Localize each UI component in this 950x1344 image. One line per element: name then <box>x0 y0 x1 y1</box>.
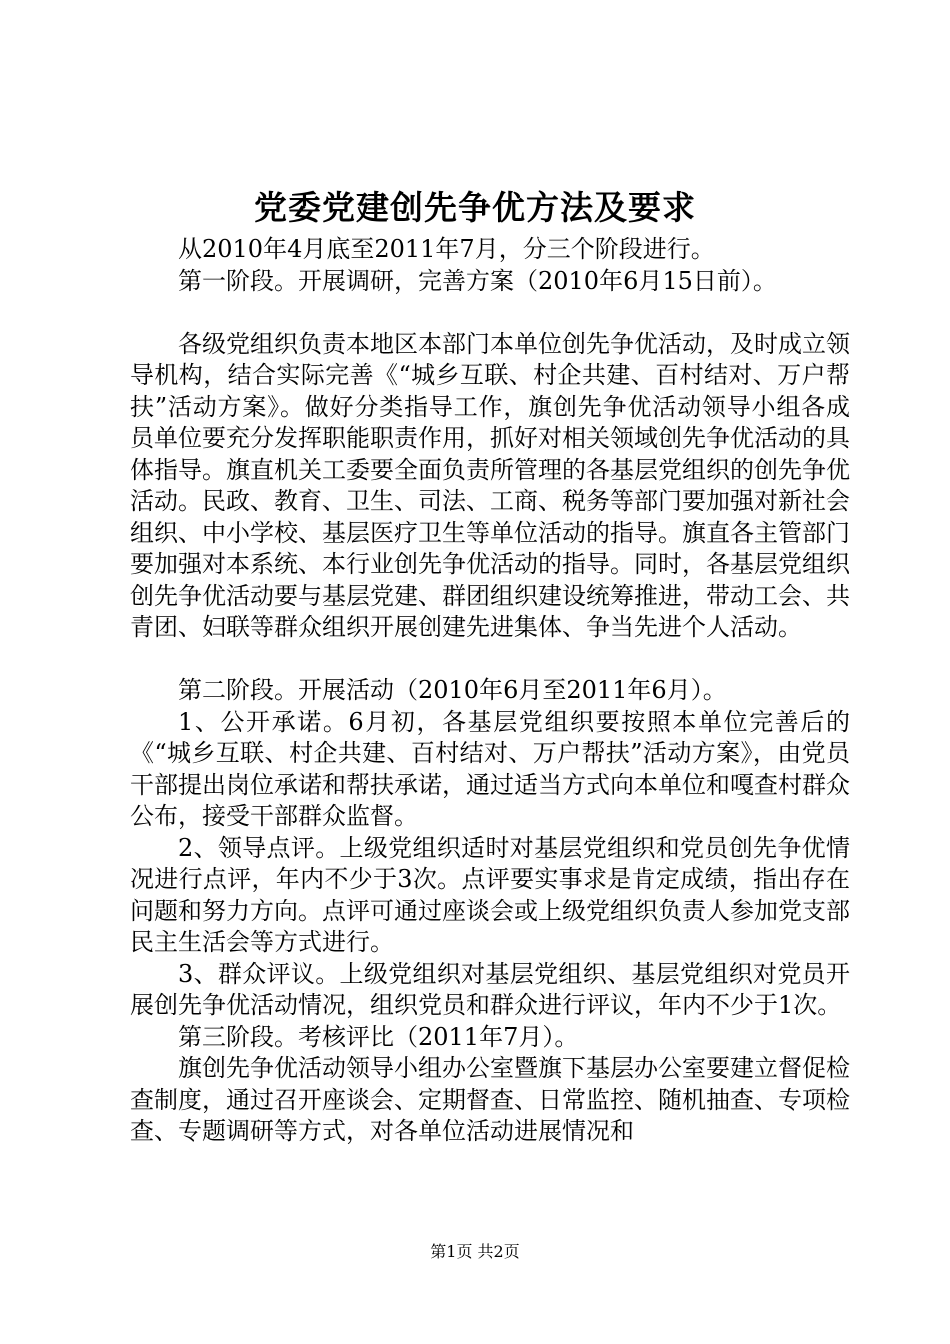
paragraph-phase-three-heading: 第三阶段。考核评比（2011年7月）。 <box>178 1022 579 1051</box>
paragraph-phase-two-heading: 第二阶段。开展活动（2010年6月至2011年6月）。 <box>178 676 727 704</box>
paragraph-leader-review: 2、领导点评。上级党组织适时对基层党组织和党员创先争优情况进行点评，年内不少于3次。点评要实事求是肯定成绩，指出存在问题和努力方向。点评可通过座谈会或上级党组织负责人参加党支部民主生活会等方式进行。 <box>130 833 850 956</box>
paragraph-phase-three-body: 旗创先争优活动领导小组办公室暨旗下基层办公室要建立督促检查制度，通过召开座谈会、定期督查、日常监控、随机抽查、专项检查、专题调研等方式，对各单位活动进展情况和 <box>130 1054 850 1145</box>
page-number-footer: 第1页 共2页 <box>430 1242 520 1261</box>
paragraph-public-evaluation: 3、群众评议。上级党组织对基层党组织、基层党组织对党员开展创先争优活动情况，组织党员和群众进行评议，年内不少于1次。 <box>130 959 850 1019</box>
document-body <box>130 234 850 1148</box>
document-title: 党委党建创先争优方法及要求 <box>254 188 696 227</box>
paragraph-phase-one-body: 各级党组织负责本地区本部门本单位创先争优活动，及时成立领导机构，结合实际完善《“城乡互联、村企共建、百村结对、万户帮扶”活动方案》。做好分类指导工作，旗创先争优活动领导小组各成员单位要充分发挥职能职责作用，抓好对相关领域创先争优活动的具体指导。旗直机关工委要全面负责所管理的各基层党组织的创先争优活动。民政、教育、卫生、司法、工商、税务等部门要加强对新社会组织、中小学校、基层医疗卫生等单位活动的指导。旗直各主管部门要加强对本系统、本行业创先争优活动的指导。同时，各基层党组织创先争优活动要与基层党建、群团组织建设统筹推进，带动工会、共青团、妇联等群众组织开展创建先进集体、争当先进个人活动。 <box>130 329 850 641</box>
paragraph-public-commitment: 1、公开承诺。6月初，各基层党组织要按照本单位完善后的《“城乡互联、村企共建、百村结对、万户帮扶”活动方案》，由党员干部提出岗位承诺和帮扶承诺，通过适当方式向本单位和嘎查村群众公布，接受干部群众监督。 <box>130 707 850 830</box>
paragraph-schedule-overview: 从2010年4月底至2011年7月，分三个阶段进行。 <box>178 235 715 263</box>
paragraph-phase-one-heading: 第一阶段。开展调研，完善方案（2010年6月15日前）。 <box>178 266 777 295</box>
